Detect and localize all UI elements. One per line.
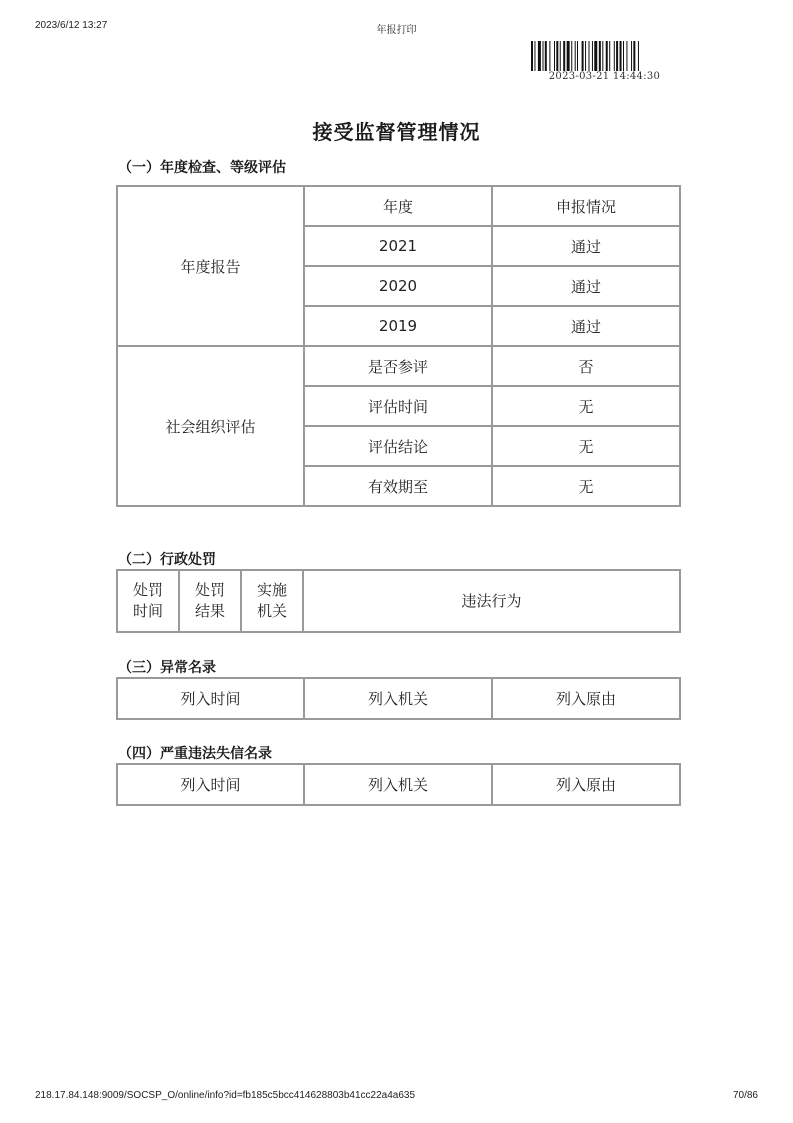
dishonest-table [116,763,681,806]
section-heading-dishonest: （四）严重违法失信名录 [118,746,272,762]
section-heading-annual: （一）年度检查、等级评估 [118,160,286,176]
col-header-listed-authority: 列入机关 [304,678,492,719]
col-header-listed-time: 列入时间 [117,678,304,719]
report-year: 2019 [304,306,492,346]
col-header-listed-authority: 列入机关 [304,764,492,805]
page-title: 接受监督管理情况 [312,120,481,144]
print-datetime: 2023/6/12 13:27 [35,20,108,31]
table-row [117,346,680,386]
footer-url: 218.17.84.148:9009/SOCSP_O/online/info?id=fb185c5bcc414628803b41cc22a4a635 [35,1090,416,1101]
table-row [117,570,680,632]
col-header-penalty-result: 处罚 结果 [179,570,241,632]
table-row [117,678,680,719]
footer-page-number: 70/86 [732,1090,758,1101]
report-year: 2020 [304,266,492,306]
penalty-table [116,569,681,633]
table-row [117,186,680,226]
assessment-item: 评估结论 [304,426,492,466]
assessment-value: 无 [492,386,680,426]
report-year: 2021 [304,226,492,266]
col-header-status: 申报情况 [492,186,680,226]
col-header-listed-reason: 列入原由 [492,678,680,719]
assessment-item: 评估时间 [304,386,492,426]
assessment-value: 无 [492,466,680,506]
table-row [117,764,680,805]
abnormal-table [116,677,681,720]
section-heading-penalty: （二）行政处罚 [118,552,216,568]
col-header-penalty-authority: 实施 机关 [241,570,303,632]
col-header-violation: 违法行为 [303,570,680,632]
assessment-item: 有效期至 [304,466,492,506]
barcode-bars [531,41,678,71]
report-status: 通过 [492,306,680,346]
assessment-label: 社会组织评估 [117,346,304,506]
annual-table [116,185,681,507]
barcode-timestamp: 2023-03-21 14:44:30 [548,71,661,82]
assessment-value: 无 [492,426,680,466]
annual-report-label: 年度报告 [117,186,304,346]
report-status: 通过 [492,266,680,306]
col-header-penalty-time: 处罚 时间 [117,570,179,632]
assessment-value: 否 [492,346,680,386]
report-status: 通过 [492,226,680,266]
col-header-listed-time: 列入时间 [117,764,304,805]
col-header-year: 年度 [304,186,492,226]
barcode [531,41,678,71]
col-header-listed-reason: 列入原由 [492,764,680,805]
assessment-item: 是否参评 [304,346,492,386]
print-page-title: 年报打印 [376,25,417,36]
section-heading-abnormal: （三）异常名录 [118,660,216,676]
